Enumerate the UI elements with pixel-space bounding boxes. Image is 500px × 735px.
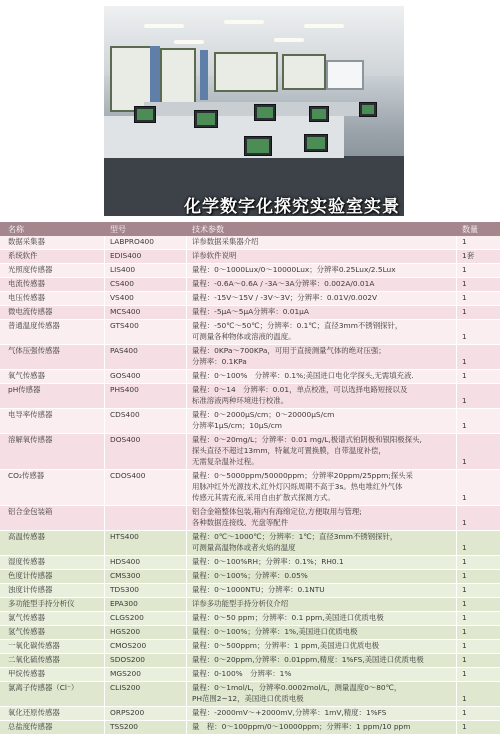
spec-line: 分辨率：0.1KPa [192,357,247,366]
cell-model: GOS400 [110,371,141,380]
cell-model: CS400 [110,279,134,288]
cell-qty: 1 [462,641,467,650]
column-divider [186,292,187,305]
spec-line: 详参软件说明 [192,251,237,260]
table-row [0,306,500,320]
spec-line: 标准溶液两种环境进行校准。 [192,396,289,405]
cell-name: 色度计传感器 [8,571,53,580]
column-divider [456,556,457,569]
column-divider [456,306,457,319]
column-divider [186,306,187,319]
cell-spec [192,584,325,595]
column-divider [104,570,105,583]
column-divider [104,278,105,291]
cell-model: LIS400 [110,265,136,274]
cell-name: 氧化还原传感器 [8,708,60,717]
spec-line: 铝合金箱整体包装,箱内有海绵定位,方便取用与管理; [192,507,362,516]
cell-spec [192,434,422,467]
column-divider [456,278,457,291]
spec-table [0,222,500,735]
cell-name: 一氧化碳传感器 [8,641,60,650]
cell-spec [192,640,379,651]
curtain [150,46,160,108]
column-divider [186,682,187,706]
cell-name: 多功能型手持分析仪 [8,599,75,608]
table-row [0,721,500,735]
cell-qty: 1 [462,694,467,703]
table-row [0,250,500,264]
monitor [134,106,156,123]
cell-spec [192,682,401,704]
table-header [0,222,500,236]
column-divider [456,370,457,383]
spec-line: 可测量高温物体或者火焰的温度 [192,543,296,552]
column-divider [104,306,105,319]
spec-line: 传感元其需充液,采用自由扩散式探测方式。 [192,493,335,502]
cell-model: MGS200 [110,669,141,678]
table-row [0,570,500,584]
column-divider [456,345,457,369]
column-divider [104,345,105,369]
cell-spec [192,626,358,637]
column-divider [186,236,187,249]
cell-qty: 1 [462,265,467,274]
cell-qty: 1 [462,599,467,608]
cell-model: SDOS200 [110,655,145,664]
column-divider [186,556,187,569]
table-row [0,707,500,721]
ceiling-light [224,20,264,24]
column-divider [186,384,187,408]
cell-name: 湿度传感器 [8,557,45,566]
cell-qty: 1 [462,332,467,341]
spec-line: 量程：0～20ppm,分辨率：0.01ppm,精度：1%FS,美国进口优质电极 [192,655,424,664]
cell-name: pH传感器 [8,385,41,394]
column-divider [186,370,187,383]
cell-spec [192,306,309,317]
table-row [0,292,500,306]
column-divider [456,531,457,555]
column-divider [104,682,105,706]
spec-line: 量程：0～100% 分辨率：0.1%;美国进口电化学探头,无需填充液. [192,371,414,380]
cell-qty: 1 [462,585,467,594]
cell-name: 二氧化硫传感器 [8,655,60,664]
spec-line: 量程：0℃～1000℃；分辨率：1℃；直径3mm不锈钢探针， [192,532,398,541]
column-divider [456,640,457,653]
column-divider [456,682,457,706]
column-divider [186,434,187,469]
monitor [309,106,329,122]
cell-name: 电压传感器 [8,293,45,302]
table-row [0,531,500,556]
spec-line: 量程：0～14 分辨率：0.01，单点校准，可以选择电路短接以及 [192,385,408,394]
cell-model: GTS400 [110,321,139,330]
cell-qty: 1 [462,237,467,246]
column-divider [186,320,187,344]
cell-qty: 1 [462,396,467,405]
cell-spec [192,598,288,609]
cell-model: ORPS200 [110,708,145,717]
cell-qty: 1 [462,543,467,552]
spec-line: 量程：0～1000Lux/0～10000Lux；分辨率0.25Lux/2.5Lux [192,265,396,274]
monitor [244,136,272,156]
column-divider [104,506,105,530]
cell-spec [192,707,386,718]
spec-line: 分辨率1μS/cm；10μS/cm [192,421,282,430]
cell-spec [192,250,236,261]
cell-qty: 1 [462,571,467,580]
column-divider [456,264,457,277]
cell-name: 系统软件 [8,251,38,260]
spec-line: 无需复杂温补过程。 [192,457,259,466]
column-divider [104,654,105,667]
spec-line: 量程：0～5000ppm/50000ppm；分辨率20ppm/25ppm;探头采 [192,471,413,480]
cell-qty: 1 [462,557,467,566]
cell-qty: 1 [462,722,467,731]
table-row [0,668,500,682]
table-row [0,682,500,707]
column-divider [186,531,187,555]
column-divider [104,264,105,277]
cell-qty: 1 [462,357,467,366]
column-divider [186,506,187,530]
table-row [0,384,500,409]
table-row [0,654,500,668]
column-divider [456,598,457,611]
cell-spec [192,236,259,247]
cell-name: 微电流传感器 [8,307,53,316]
cell-spec [192,506,362,528]
column-divider [104,384,105,408]
cell-model: LABPRO400 [110,237,154,246]
cell-name: 高温传感器 [8,532,45,541]
column-divider [186,470,187,505]
cell-model: PAS400 [110,346,138,355]
spec-line: 量程：0～500ppm；分辨率：1 ppm,美国进口优质电极 [192,641,380,650]
column-divider [104,292,105,305]
spec-line: 量程：0～1mol/L，分辨率0.0002mol/L，测量温度0～80℃， [192,683,402,692]
column-divider [456,584,457,597]
column-divider [104,598,105,611]
ceiling-light [304,24,344,28]
column-divider [186,707,187,720]
header-name: 名称 [8,225,24,234]
column-divider [456,236,457,249]
spec-line: 量程：0～2000μS/cm；0～20000μS/cm [192,410,335,419]
cell-name: 电流传感器 [8,279,45,288]
column-divider [456,707,457,720]
column-divider [186,598,187,611]
cell-model: DOS400 [110,435,141,444]
table-row [0,278,500,292]
header-qty: 数量 [462,225,478,234]
spec-line: 量程：0～1000NTU；分辨率：0.1NTU [192,585,325,594]
column-divider [104,556,105,569]
monitor [194,110,218,128]
column-divider [186,612,187,625]
cell-spec [192,320,402,342]
cell-qty: 1 [462,279,467,288]
cell-spec [192,345,386,367]
table-row [0,470,500,506]
column-divider [456,626,457,639]
cell-qty: 1 [462,307,467,316]
column-divider [104,470,105,505]
cell-qty: 1 [462,371,467,380]
column-divider [104,434,105,469]
column-divider [104,409,105,433]
table-row [0,598,500,612]
spec-line: 量程：0～50 ppm；分辨率：0.1 ppm,美国进口优质电极 [192,613,384,622]
column-divider [456,409,457,433]
column-divider [186,345,187,369]
cell-model: VS400 [110,293,134,302]
cell-model: PHS400 [110,385,139,394]
cell-spec [192,654,424,665]
cell-model: CMOS200 [110,641,147,650]
cell-name: 总盐度传感器 [8,722,53,731]
column-divider [456,506,457,530]
spec-line: 探头直径不超过13mm，特氟龙可置换膜，自带温度补偿， [192,446,386,455]
table-row [0,345,500,370]
cell-qty: 1 [462,708,467,717]
cell-name: 甲烷传感器 [8,669,45,678]
window [160,48,196,104]
ceiling-light [174,40,204,44]
table-row [0,264,500,278]
column-divider [456,668,457,681]
header-model: 型号 [110,225,126,234]
spec-line: 量程：0～100%；分辨率：1%,美国进口优质电极 [192,627,358,636]
monitor [304,134,328,152]
cell-qty: 1 [462,518,467,527]
cell-name: 普通温度传感器 [8,321,60,330]
spec-line: 量程：-15V～15V / -3V～3V；分辨率：0.01V/0.002V [192,293,378,302]
cell-model: CLGS200 [110,613,144,622]
monitor [359,102,377,117]
column-divider [186,640,187,653]
column-divider [456,292,457,305]
spec-line: 量程：0～100%；分辨率：0.05% [192,571,308,580]
table-row [0,370,500,384]
table-row [0,612,500,626]
spec-line: 量程：-2000mV～+2000mV,分辨率：1mV,精度：1%FS [192,708,387,717]
table-row [0,236,500,250]
cell-qty: 1 [462,457,467,466]
cell-name: 光照度传感器 [8,265,53,274]
spec-line: 量程：-5μA～5μA分辨率：0.01μA [192,307,309,316]
column-divider [186,668,187,681]
table-row [0,320,500,345]
projector-screen [326,60,364,90]
cell-name: 氯气传感器 [8,613,45,622]
cell-name: 氢气传感器 [8,627,45,636]
column-divider [104,250,105,263]
column-divider [104,640,105,653]
column-divider [186,409,187,433]
column-divider [104,626,105,639]
column-divider [104,612,105,625]
cell-name: CO₂传感器 [8,471,45,480]
cell-model: MCS400 [110,307,141,316]
spec-line: 量程：0-100% 分辨率：1% [192,669,292,678]
cell-spec [192,668,291,679]
table-row [0,640,500,654]
cell-model: CDS400 [110,410,140,419]
column-divider [104,320,105,344]
spec-line: 量 程：0～100ppm/0～10000ppm；分辨率：1 ppm/10 ppm [192,722,411,731]
photo-caption: 化学数字化探究实验室实景 [184,197,400,216]
cell-model: CLIS200 [110,683,141,692]
column-divider [104,707,105,720]
spec-line: 详参多功能型手持分析仪介绍 [192,599,289,608]
cell-name: 铝合金包装箱 [8,507,53,516]
cell-qty: 1 [462,293,467,302]
cell-name: 数据采集器 [8,237,45,246]
column-divider [456,570,457,583]
ceiling-light [274,38,304,42]
cell-spec [192,556,344,567]
cell-spec [192,612,384,623]
column-divider [104,584,105,597]
spec-line: 量程：0KPa～700KPa，可用于直接测量气体的绝对压强； [192,346,386,355]
cell-spec [192,531,397,553]
column-divider [456,384,457,408]
cell-qty: 1 [462,493,467,502]
table-row [0,584,500,598]
table-row [0,409,500,434]
cell-model: CMS300 [110,571,141,580]
spec-line: 各种数据连接线、光盘等配件 [192,518,289,527]
column-divider [456,470,457,505]
spec-line: 量程：-50℃～50℃；分辨率：0.1℃；直径3mm不锈钢探针， [192,321,403,330]
cell-model: HTS400 [110,532,139,541]
cell-qty: 1 [462,655,467,664]
cell-model: HGS200 [110,627,141,636]
cell-model: EPA300 [110,599,138,608]
cell-qty: 1 [462,421,467,430]
cell-name: 氯离子传感器（Cl⁻） [8,683,79,692]
cell-spec [192,470,413,503]
table-row [0,434,500,470]
curtain [200,50,208,100]
column-divider [186,250,187,263]
column-divider [186,626,187,639]
cell-qty: 1 [462,669,467,678]
cell-model: TDS300 [110,585,140,594]
cell-spec [192,264,396,275]
spec-line: PH范围2~12，美国进口优质电极 [192,694,304,703]
cell-spec [192,370,414,381]
column-divider [104,531,105,555]
spec-line: 量程：0～100%RH；分辨率：0.1%；RH0.1 [192,557,344,566]
spec-line: 量程：-0.6A～0.6A / -3A～3A分辨率：0.002A/0.01A [192,279,375,288]
column-divider [186,264,187,277]
cell-name: 溶解氧传感器 [8,435,53,444]
column-divider [456,654,457,667]
spec-line: 量程：0～20mg/L；分辨率：0.01 mg/L,极谱式铂阴极和银阳极探头, [192,435,422,444]
column-divider [186,584,187,597]
window [214,52,278,92]
cell-spec [192,570,308,581]
column-divider [456,320,457,344]
lab-photo [104,6,404,216]
column-divider [186,654,187,667]
spec-line: 用脉冲红外光源技术,红外灯闪烁周期不高于3s。热电堆红外气体 [192,482,403,491]
cell-qty: 1 [462,613,467,622]
column-divider [456,250,457,263]
window [282,54,326,90]
cell-spec [192,278,374,289]
cell-model: EDIS400 [110,251,142,260]
cell-model: HDS400 [110,557,141,566]
monitor [254,104,276,121]
column-divider [186,570,187,583]
column-divider [104,236,105,249]
header-spec: 技术参数 [192,225,224,234]
column-divider [104,370,105,383]
cell-name: 电导率传感器 [8,410,53,419]
table-body [0,236,500,735]
column-divider [456,612,457,625]
table-row [0,556,500,570]
column-divider [186,278,187,291]
cell-spec [192,292,377,303]
column-divider [104,668,105,681]
column-divider [456,434,457,469]
cell-model: TSS200 [110,722,139,731]
cell-name: 氧气传感器 [8,371,45,380]
table-row [0,506,500,531]
ceiling-light [144,24,184,28]
cell-name: 浊度计传感器 [8,585,53,594]
cell-name: 气体压强传感器 [8,346,60,355]
cell-spec [192,384,407,406]
table-row [0,626,500,640]
cell-qty: 1套 [462,251,475,260]
spec-line: 可测量各种物体或溶液的温度。 [192,332,296,341]
cell-spec [192,409,334,431]
cell-model: CDOS400 [110,471,146,480]
cell-qty: 1 [462,627,467,636]
spec-line: 详参数据采集器介绍 [192,237,259,246]
